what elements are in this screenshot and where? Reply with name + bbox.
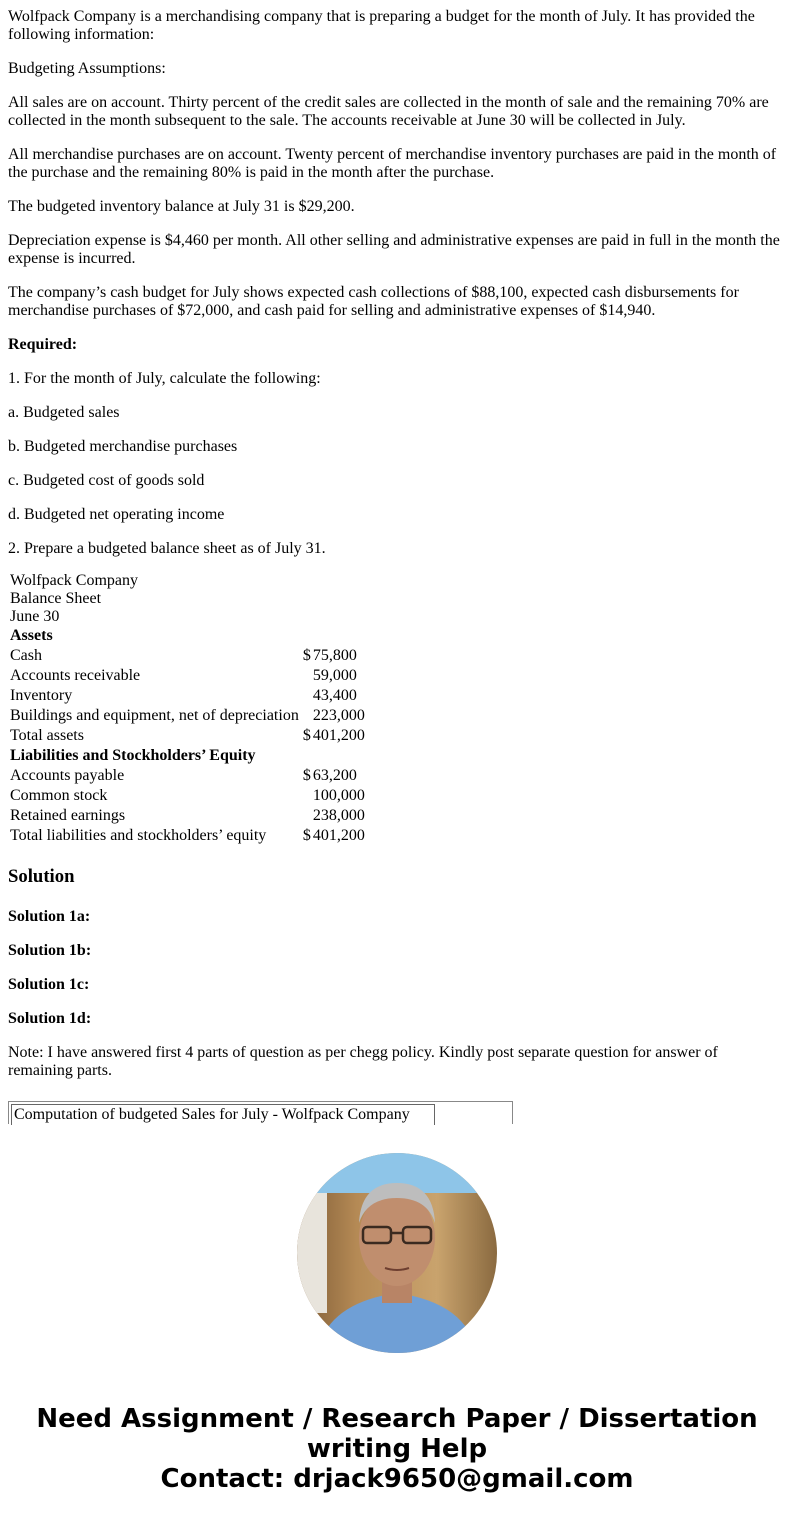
assumption-paragraph: All merchandise purchases are on account. Twenty percent of merchandise inventory purchases are paid in the month of the purchase and the remaining 80% is paid in the month after the purchase. xyxy=(8,146,777,181)
author-photo xyxy=(297,1153,497,1353)
row-label: Cash xyxy=(10,647,42,664)
row-label: Common stock xyxy=(10,787,108,804)
bs-liabilities-heading: Liabilities and Stockholders’ Equity xyxy=(10,747,256,764)
row-amount: 43,400 xyxy=(312,687,357,704)
table-row xyxy=(8,766,367,786)
table-row xyxy=(8,826,367,846)
row-label: Total liabilities and stockholders’ equity xyxy=(10,827,267,844)
footer-contact: Contact: drjack9650@gmail.com xyxy=(160,1464,634,1494)
footer-line: Need Assignment / Research Paper / Dissertation writing Help xyxy=(36,1404,758,1464)
row-label: Inventory xyxy=(10,687,73,704)
row-amount: 100,000 xyxy=(312,787,365,804)
question: 2. Prepare a budgeted balance sheet as of July 31. xyxy=(8,540,326,557)
note-text: Note: I have answered first 4 parts of question as per chegg policy. Kindly post separate question for answer of remaining parts. xyxy=(8,1044,718,1079)
document xyxy=(8,8,786,1096)
bs-date: June 30 xyxy=(10,608,60,625)
table-row xyxy=(8,666,367,686)
person-portrait-icon xyxy=(297,1153,497,1353)
footer-banner xyxy=(0,1404,794,1494)
assumption-paragraph: All sales are on account. Thirty percent of the credit sales are collected in the month of sale and the remaining 70% are collected in the month subsequent to the sale. The accounts receivable at June 30 will be collected in July. xyxy=(8,94,769,129)
computation-table xyxy=(8,1101,513,1124)
row-amount: 223,000 xyxy=(312,707,365,724)
row-amount: 238,000 xyxy=(312,807,365,824)
computation-title: Computation of budgeted Sales for July - Wolfpack Company xyxy=(11,1104,435,1125)
row-amount: $ 401,200 xyxy=(302,827,365,844)
table-row xyxy=(8,686,367,706)
bs-title: Balance Sheet xyxy=(10,590,102,607)
assumption-paragraph: The company’s cash budget for July shows expected cash collections of $88,100, expected cash disbursements for merchandise purchases of $72,000, and cash paid for selling and administrative expenses of $14,940. xyxy=(8,284,739,319)
assumption-paragraph: Depreciation expense is $4,460 per month. All other selling and administrative expenses are paid in full in the month the expense is incurred. xyxy=(8,232,780,267)
intro-text: Wolfpack Company is a merchandising company that is preparing a budget for the month of July. It has provided the following information: xyxy=(8,8,755,43)
table-row xyxy=(8,806,367,826)
row-amount: $ 75,800 xyxy=(302,647,357,664)
question: 1. For the month of July, calculate the following: xyxy=(8,370,321,387)
solution-heading: Solution xyxy=(8,866,75,887)
row-amount: 59,000 xyxy=(312,667,357,684)
balance-sheet-table xyxy=(8,572,367,846)
table-row xyxy=(8,726,367,746)
question: d. Budgeted net operating income xyxy=(8,506,225,523)
row-label: Total assets xyxy=(10,727,84,744)
question: a. Budgeted sales xyxy=(8,404,120,421)
solution-label: Solution 1b: xyxy=(8,942,92,959)
table-row xyxy=(8,786,367,806)
bs-company: Wolfpack Company xyxy=(10,572,139,589)
row-label: Accounts payable xyxy=(10,767,125,784)
solution-label: Solution 1d: xyxy=(8,1010,92,1027)
table-row xyxy=(8,706,367,726)
solution-label: Solution 1a: xyxy=(8,908,91,925)
required-heading: Required: xyxy=(8,336,78,353)
question: c. Budgeted cost of goods sold xyxy=(8,472,205,489)
row-label: Buildings and equipment, net of depreciation xyxy=(10,707,299,724)
bs-assets-heading: Assets xyxy=(10,627,53,644)
row-amount: $ 401,200 xyxy=(302,727,365,744)
question: b. Budgeted merchandise purchases xyxy=(8,438,238,455)
row-amount: $ 63,200 xyxy=(302,767,357,784)
table-row xyxy=(8,646,367,666)
solution-label: Solution 1c: xyxy=(8,976,90,993)
row-label: Accounts receivable xyxy=(10,667,141,684)
assumptions-heading: Budgeting Assumptions: xyxy=(8,60,166,77)
row-label: Retained earnings xyxy=(10,807,126,824)
assumption-paragraph: The budgeted inventory balance at July 31 is $29,200. xyxy=(8,198,355,215)
